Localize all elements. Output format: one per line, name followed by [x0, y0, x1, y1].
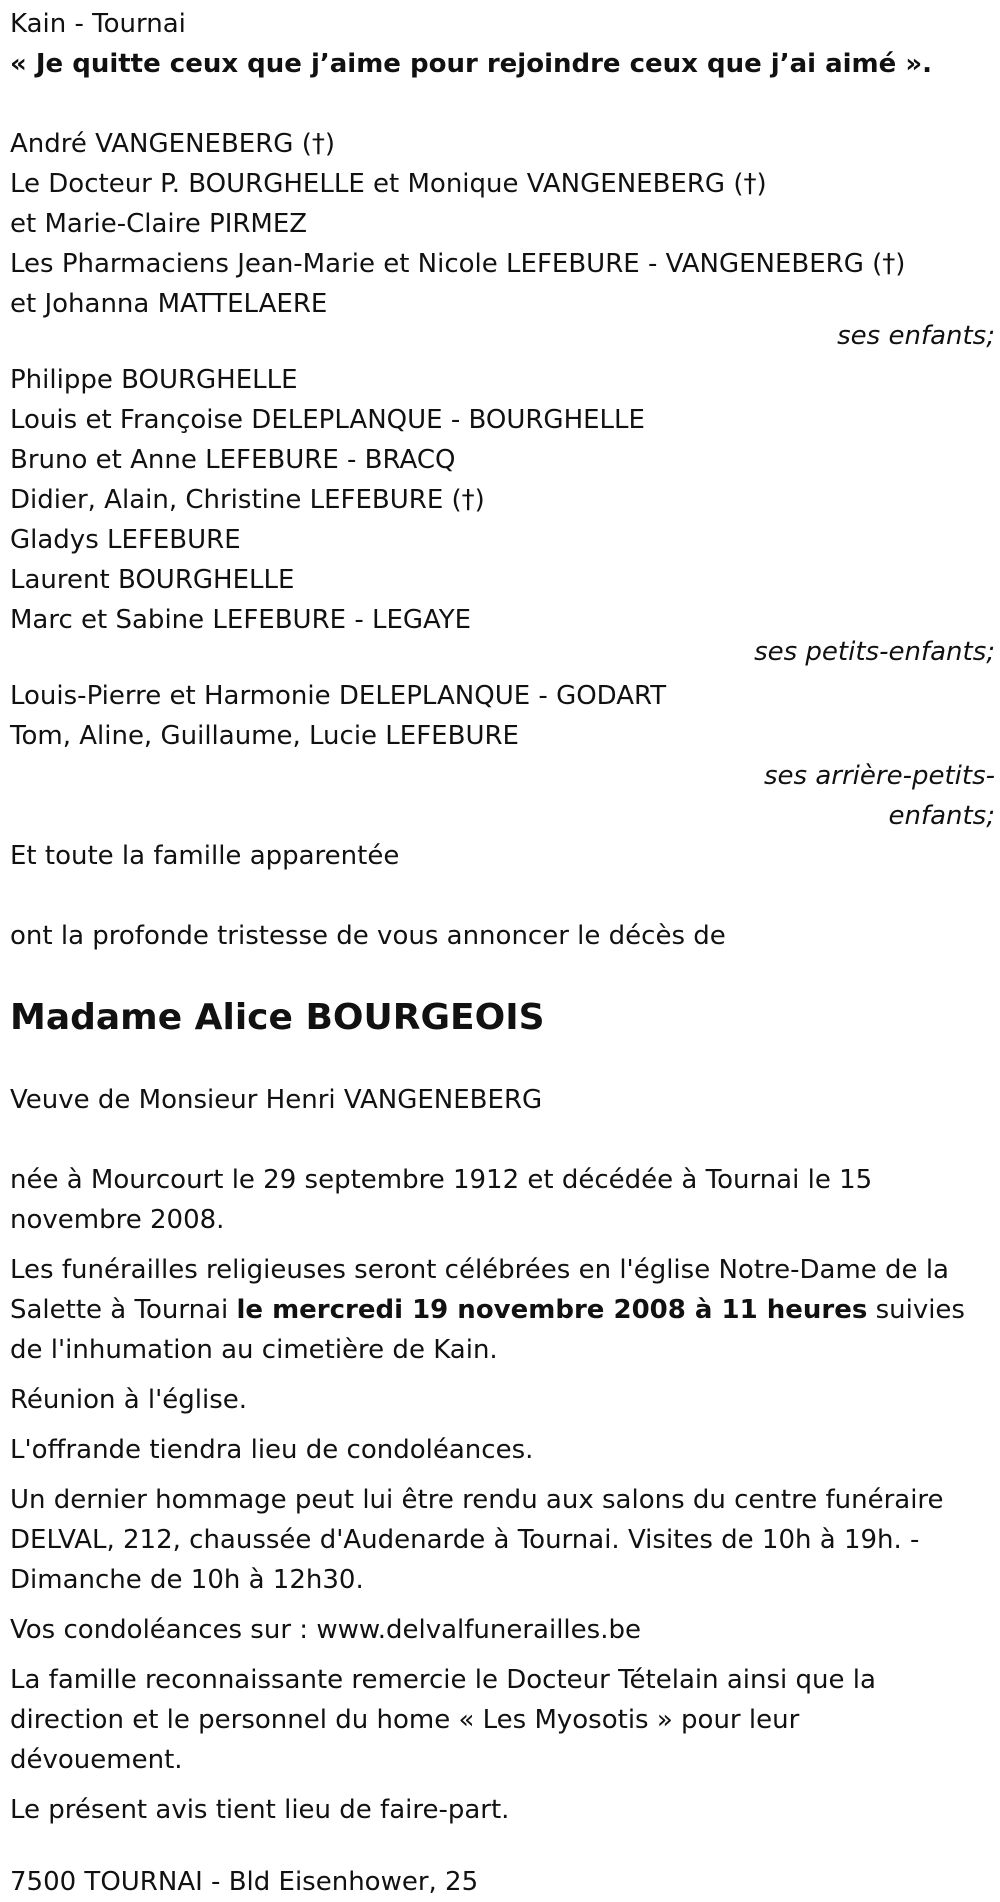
child-name: André VANGENEBERG (†) [10, 129, 335, 159]
birth-death-paragraph: née à Mourcourt le 29 septembre 1912 et décédée à Tournai le 15 novembre 2008. [10, 1165, 873, 1235]
great-grandchild-name: Louis-Pierre et Harmonie DELEPLANQUE - GODART [10, 681, 667, 711]
thanks-paragraph: La famille reconnaissante remercie le Docteur Tételain ainsi que la direction et le personnel du home « Les Myosotis » pour leur dévouement. [10, 1665, 876, 1775]
condolences-paragraph: Vos condoléances sur : www.delvalfunerailles.be [10, 1615, 641, 1645]
announcement-line: ont la profonde tristesse de vous annoncer le décès de [10, 921, 726, 951]
grandchild-name: Laurent BOURGHELLE [10, 565, 295, 595]
grandchild-name: Didier, Alain, Christine LEFEBURE (†) [10, 485, 485, 515]
great-grandchild-name: Tom, Aline, Guillaume, Lucie LEFEBURE [10, 721, 519, 751]
great-grandchildren-role-line1: ses arrière-petits- [764, 761, 995, 791]
funeral-paragraph [10, 1250, 985, 1370]
child-name: et Marie-Claire PIRMEZ [10, 209, 308, 239]
quote-line: « Je quitte ceux que j’aime pour rejoindre ceux que j’ai aimé ». [10, 49, 933, 79]
funeral-text-before: Les funérailles religieuses seront célébrées en l'église Notre-Dame de la Salette à Tournai [10, 1255, 949, 1325]
grandchild-name: Bruno et Anne LEFEBURE - BRACQ [10, 445, 456, 475]
grandchild-name: Marc et Sabine LEFEBURE - LEGAYE [10, 605, 472, 635]
grandchild-name: Philippe BOURGHELLE [10, 365, 298, 395]
deceased-name: Madame Alice BOURGEOIS [10, 997, 545, 1038]
child-name: Les Pharmaciens Jean-Marie et Nicole LEFEBURE - VANGENEBERG (†) [10, 249, 906, 279]
obituary-text [10, 4, 995, 1902]
funeral-date-time: le mercredi 19 novembre 2008 à 11 heures [236, 1295, 868, 1325]
tribute-paragraph: Un dernier hommage peut lui être rendu aux salons du centre funéraire DELVAL, 212, chaussée d'Audenarde à Tournai. Visites de 10h à 19h. - Dimanche de 10h à 12h30. [10, 1485, 944, 1595]
grandchild-name: Gladys LEFEBURE [10, 525, 241, 555]
address-line: 7500 TOURNAI - Bld Eisenhower, 25 [10, 1867, 479, 1897]
family-line: Et toute la famille apparentée [10, 841, 400, 871]
notice-paragraph: Le présent avis tient lieu de faire-part. [10, 1795, 510, 1825]
grandchild-name: Louis et Françoise DELEPLANQUE - BOURGHELLE [10, 405, 645, 435]
grandchildren-role: ses petits-enfants; [754, 637, 995, 667]
location-line: Kain - Tournai [10, 9, 186, 39]
children-role: ses enfants; [837, 321, 995, 351]
children-group [10, 124, 995, 351]
great-grandchildren-role-line2: enfants; [888, 801, 995, 831]
child-name: et Johanna MATTELAERE [10, 289, 328, 319]
grandchildren-group [10, 360, 995, 667]
widow-line: Veuve de Monsieur Henri VANGENEBERG [10, 1085, 543, 1115]
great-grandchildren-group [10, 676, 995, 836]
offering-paragraph: L'offrande tiendra lieu de condoléances. [10, 1435, 534, 1465]
child-name: Le Docteur P. BOURGHELLE et Monique VANGENEBERG (†) [10, 169, 767, 199]
funeral-text-after: suivies de l'inhumation au cimetière de Kain. [10, 1295, 965, 1365]
reunion-paragraph: Réunion à l'église. [10, 1385, 248, 1415]
